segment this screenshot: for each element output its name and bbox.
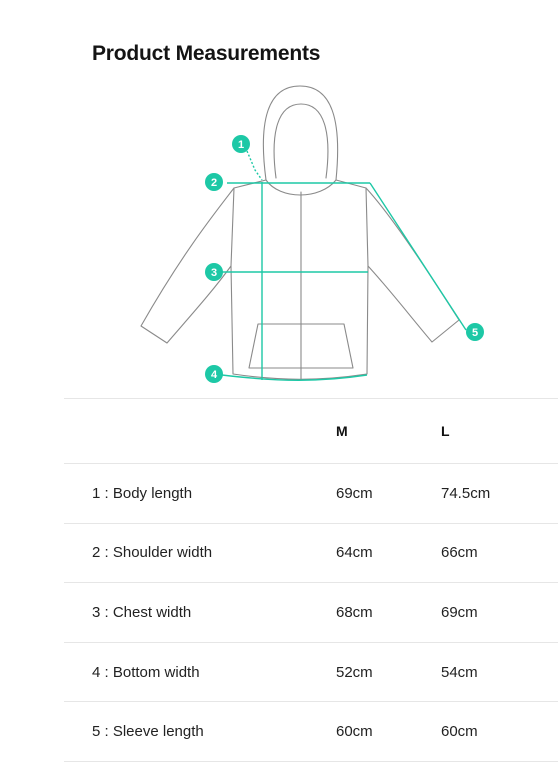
marker-2-label: 2 xyxy=(210,177,218,189)
marker-4-label: 4 xyxy=(210,369,218,381)
row-value-l: 69cm xyxy=(441,603,478,621)
row-label: 1 : Body length xyxy=(92,484,193,502)
header-size-m: M xyxy=(336,423,348,439)
marker-2 xyxy=(205,173,223,191)
table-row xyxy=(64,583,558,643)
marker-1 xyxy=(232,135,250,153)
row-label: 3 : Chest width xyxy=(92,603,192,621)
row-value-m: 68cm xyxy=(336,603,373,621)
row-value-m: 69cm xyxy=(336,484,373,502)
row-value-l: 54cm xyxy=(441,663,478,681)
row-label: 2 : Shoulder width xyxy=(92,544,213,562)
marker-3 xyxy=(205,263,223,281)
row-value-m: 52cm xyxy=(336,663,373,681)
marker-3-label: 3 xyxy=(210,267,218,279)
size-chart xyxy=(64,398,544,762)
table-row xyxy=(64,642,558,702)
row-value-l: 66cm xyxy=(441,544,478,562)
table-header-row xyxy=(64,399,558,464)
table-row xyxy=(64,523,558,583)
row-value-l: 74.5cm xyxy=(441,484,491,502)
row-value-l: 60cm xyxy=(441,723,478,741)
row-value-m: 64cm xyxy=(336,544,373,562)
hoodie-outline xyxy=(141,86,459,380)
table-row xyxy=(64,464,558,524)
row-label: 5 : Sleeve length xyxy=(92,723,204,741)
marker-4 xyxy=(205,365,223,383)
marker-5-label: 5 xyxy=(471,327,479,339)
header-size-l: L xyxy=(441,423,450,439)
row-label: 4 : Bottom width xyxy=(92,663,200,681)
row-value-m: 60cm xyxy=(336,723,373,741)
table-row xyxy=(64,702,558,762)
size-table xyxy=(64,398,558,762)
header-label xyxy=(64,399,336,464)
marker-5 xyxy=(466,323,484,341)
measurement-lines xyxy=(222,151,466,380)
page-title: Product Measurements xyxy=(92,42,321,65)
marker-1-label: 1 xyxy=(237,139,245,151)
